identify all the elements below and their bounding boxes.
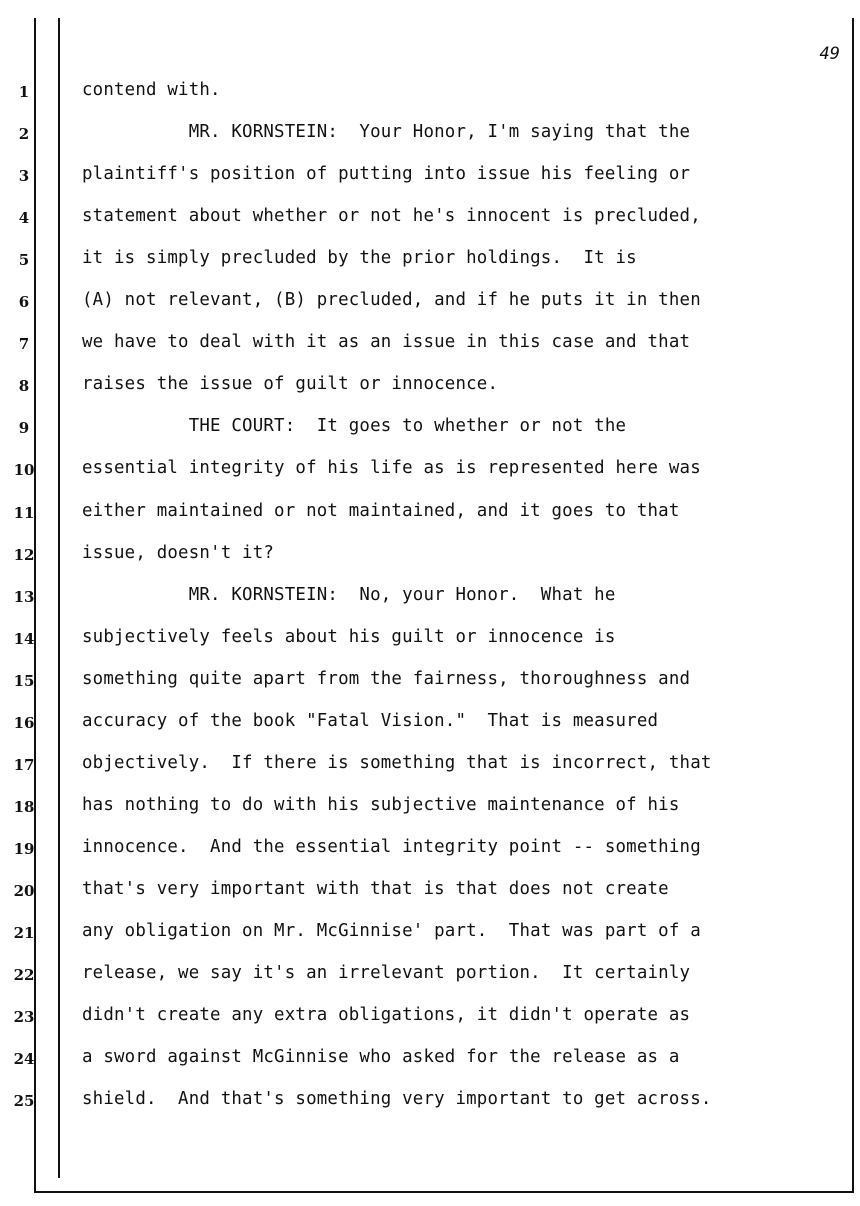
transcript-line: something quite apart from the fairness, thoroughness and (82, 668, 691, 689)
transcript-line: MR. KORNSTEIN: No, your Honor. What he (82, 584, 616, 605)
transcript-line: issue, doesn't it? (82, 542, 275, 563)
line-number: 14 (13, 629, 35, 648)
line-number: 10 (13, 461, 35, 480)
transcript-line: any obligation on Mr. McGinnise' part. That was part of a (82, 921, 701, 941)
transcript-line: plaintiff's position of putting into issue his feeling or (82, 164, 691, 185)
line-number: 15 (13, 671, 35, 690)
transcript-line: a sword against McGinnise who asked for the release as a (82, 1047, 680, 1068)
line-number: 22 (13, 966, 35, 985)
line-number: 12 (13, 545, 35, 564)
line-number: 25 (13, 1092, 35, 1111)
line-number: 16 (13, 713, 35, 732)
line-number: 18 (13, 797, 35, 816)
transcript-line: innocence. And the essential integrity point -- something (82, 836, 701, 857)
transcript-line: it is simply precluded by the prior holdings. It is (82, 248, 637, 269)
line-number: 4 (18, 209, 30, 228)
transcript-line: raises the issue of guilt or innocence. (82, 374, 499, 395)
line-number: 24 (13, 1050, 35, 1069)
transcript-line: we have to deal with it as an issue in this case and that (82, 332, 691, 353)
transcript-line: (A) not relevant, (B) precluded, and if he puts it in then (82, 290, 701, 311)
line-number: 6 (18, 293, 30, 312)
transcript-line: essential integrity of his life as is represented here was (82, 458, 701, 479)
transcript-line: shield. And that's something very important to get across. (82, 1089, 712, 1110)
transcript-line: accuracy of the book "Fatal Vision." That is measured (82, 710, 659, 731)
transcript-line: release, we say it's an irrelevant portion. It certainly (82, 963, 691, 984)
transcript-line: subjectively feels about his guilt or innocence is (82, 626, 616, 647)
transcript-line: statement about whether or not he's innocent is precluded, (82, 206, 701, 227)
transcript-line: didn't create any extra obligations, it didn't operate as (82, 1005, 691, 1026)
line-number: 13 (13, 587, 35, 606)
line-number: 19 (13, 839, 35, 858)
line-number: 20 (13, 881, 35, 900)
right-margin-rule (852, 18, 854, 1193)
line-number: 8 (18, 377, 30, 396)
page-number: 49 (819, 44, 840, 64)
transcript-line: objectively. If there is something that is incorrect, that (82, 752, 712, 773)
transcript-line: THE COURT: It goes to whether or not the (82, 416, 627, 437)
line-number: 5 (18, 251, 30, 270)
line-number: 23 (13, 1008, 35, 1027)
transcript-line: contend with. (82, 80, 221, 100)
line-number: 11 (13, 503, 35, 522)
line-number: 1 (18, 83, 30, 101)
transcript-line: has nothing to do with his subjective maintenance of his (82, 794, 680, 815)
line-number: 9 (18, 419, 30, 438)
line-number: 2 (18, 125, 30, 144)
left-margin-rule-inner (58, 18, 60, 1178)
transcript-line: either maintained or not maintained, and it goes to that (82, 500, 680, 521)
transcript-line: that's very important with that is that does not create (82, 878, 669, 899)
line-number: 7 (18, 335, 30, 354)
line-number: 3 (18, 167, 30, 186)
bottom-margin-rule (34, 1191, 854, 1193)
transcript-line: MR. KORNSTEIN: Your Honor, I'm saying that the (82, 122, 691, 143)
line-number: 21 (13, 924, 35, 942)
line-number: 17 (13, 755, 35, 774)
